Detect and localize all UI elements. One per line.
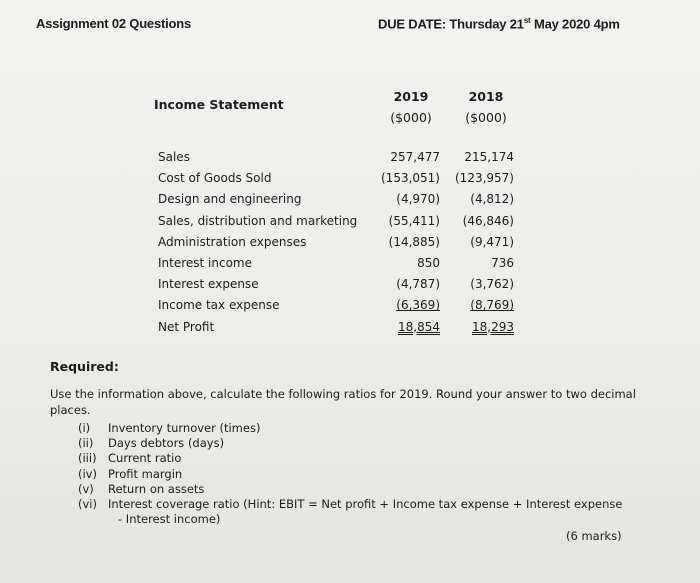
value-2018: (8,769) <box>470 298 514 313</box>
value-2019: (4,787) <box>396 277 440 292</box>
table-row <box>158 274 528 295</box>
value-2019: 18,854 <box>398 319 440 334</box>
value-2018: (3,762) <box>470 277 514 292</box>
item-number: (iii) <box>78 451 97 466</box>
row-label: Sales <box>158 150 190 164</box>
row-label: Income tax expense <box>158 298 280 313</box>
row-label: Sales, distribution and marketing <box>158 213 358 228</box>
list-item <box>78 482 678 497</box>
list-item <box>78 421 678 436</box>
row-label: Design and engineering <box>158 192 302 207</box>
value-2018: (4,812) <box>470 192 514 207</box>
value-2018: 736 <box>491 255 514 270</box>
row-label: Net Profit <box>158 319 215 334</box>
required-instruction: Use the information above, calculate the following ratios for 2019. Round your answer to two decimal places. <box>50 387 636 417</box>
column-header-2019 <box>376 86 446 128</box>
value-2018: 215,174 <box>464 150 514 164</box>
value-2019: (4,970) <box>396 192 440 207</box>
table-row <box>158 295 528 316</box>
unit-label: ($000) <box>390 110 432 125</box>
value-2019: (14,885) <box>388 234 440 249</box>
item-continuation: - Interest income) <box>118 512 221 527</box>
value-2019: 850 <box>417 255 440 270</box>
ratio-list <box>78 421 678 527</box>
marks-label: (6 marks) <box>566 529 622 543</box>
income-statement-title: Income Statement <box>154 97 284 112</box>
table-row <box>158 317 528 338</box>
value-2018: (9,471) <box>470 234 514 249</box>
value-2018: 18,293 <box>472 319 514 334</box>
item-text: Interest coverage ratio (Hint: EBIT = Net profit + Income tax expense + Interest expense <box>108 497 623 512</box>
item-number: (iv) <box>78 466 97 481</box>
row-label: Interest expense <box>158 277 259 292</box>
due-date <box>378 16 620 31</box>
list-item <box>78 451 678 466</box>
value-2018: (123,957) <box>455 171 514 186</box>
table-row <box>158 232 528 253</box>
income-statement-table <box>158 147 528 338</box>
assignment-title: Assignment 02 Questions <box>36 16 192 31</box>
header <box>36 10 690 32</box>
item-text: Days debtors (days) <box>108 436 225 451</box>
value-2019: (55,411) <box>388 213 440 228</box>
table-row <box>158 211 528 232</box>
year-label: 2019 <box>393 89 429 104</box>
row-label: Administration expenses <box>158 234 307 249</box>
row-label: Cost of Goods Sold <box>158 171 272 186</box>
list-item <box>78 467 678 482</box>
item-text: Profit margin <box>108 466 183 481</box>
item-number: (ii) <box>78 436 94 451</box>
table-row <box>158 168 528 189</box>
list-item <box>78 436 678 451</box>
table-row <box>158 189 528 210</box>
item-text: Current ratio <box>108 451 182 466</box>
value-2019: (153,051) <box>381 171 440 186</box>
item-text: Return on assets <box>108 481 205 496</box>
due-date-label: DUE DATE: Thursday 21 <box>378 16 524 32</box>
column-header-2018 <box>451 86 521 128</box>
required-heading: Required: <box>50 359 119 374</box>
item-number: (vi) <box>78 497 97 512</box>
table-row <box>158 147 528 168</box>
due-date-superscript: st <box>523 16 531 25</box>
unit-label: ($000) <box>465 110 507 125</box>
list-item <box>78 497 678 527</box>
item-text: Inventory turnover (times) <box>108 421 261 435</box>
item-number: (v) <box>78 481 94 496</box>
table-row <box>158 253 528 274</box>
value-2019: 257,477 <box>390 150 440 164</box>
item-number: (i) <box>78 421 91 435</box>
year-label: 2018 <box>468 89 504 104</box>
value-2018: (46,846) <box>462 213 514 228</box>
row-label: Interest income <box>158 255 253 270</box>
due-date-rest: May 2020 4pm <box>530 16 620 32</box>
value-2019: (6,369) <box>396 298 440 313</box>
